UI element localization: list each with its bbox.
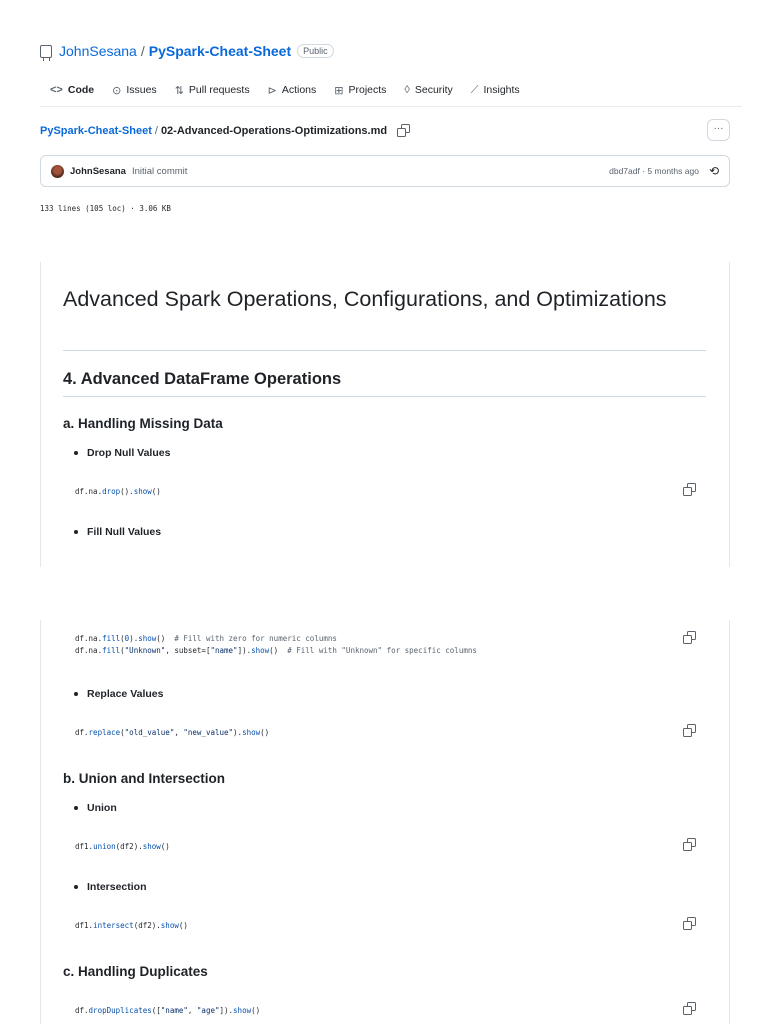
breadcrumb — [40, 124, 410, 137]
tab-projects[interactable] — [334, 84, 386, 97]
tab-security[interactable] — [404, 84, 452, 96]
graph-icon: ⟋ — [470, 83, 479, 96]
code-block-dedup: df.dropDuplicates(["name", "age"]).show() — [75, 1006, 261, 1015]
tab-label: Security — [414, 84, 453, 96]
repo-name-link[interactable]: PySpark-Cheat-Sheet — [148, 43, 292, 59]
copy-path-icon[interactable] — [397, 124, 410, 137]
code-icon: <> — [50, 84, 63, 96]
repo-owner-link[interactable]: JohnSesana — [59, 43, 137, 59]
issue-icon: ⊙ — [112, 84, 122, 97]
visibility-badge: Public — [297, 44, 334, 58]
copy-icon[interactable] — [683, 917, 696, 930]
code-block-union: df1.union(df2).show() — [75, 842, 170, 851]
tab-insights[interactable] — [471, 84, 520, 97]
code-block-replace: df.replace("old_value", "new_value").show() — [75, 728, 270, 737]
list-item: Replace Values — [74, 688, 163, 700]
code-block-drop: df.na.drop().show() — [75, 487, 161, 496]
commit-author-link[interactable]: JohnSesana — [70, 165, 126, 177]
latest-commit-bar — [40, 155, 730, 187]
breadcrumb-repo-link[interactable]: PySpark-Cheat-Sheet — [40, 124, 152, 137]
breadcrumb-file-name: 02-Advanced-Operations-Optimizations.md — [160, 124, 388, 137]
repo-icon — [40, 45, 52, 58]
tab-label: Pull requests — [188, 84, 250, 96]
commit-info — [609, 164, 719, 178]
tab-label: Insights — [483, 84, 520, 96]
tab-code[interactable] — [50, 84, 94, 96]
commit-sha-link[interactable]: dbd7adf — [609, 166, 640, 176]
list-item: Drop Null Values — [74, 447, 170, 459]
document-heading: Advanced Spark Operations, Configurations, and Optimizations — [63, 287, 667, 311]
pull-request-icon: ⇅ — [174, 84, 184, 97]
shield-icon: ◊ — [404, 84, 410, 96]
tab-label: Projects — [348, 84, 387, 96]
tab-label: Issues — [126, 84, 157, 96]
list-item: Union — [74, 802, 117, 814]
copy-icon[interactable] — [683, 724, 696, 737]
table-icon: ⊞ — [334, 84, 344, 97]
heading-divider — [63, 350, 706, 351]
repo-separator: / — [140, 43, 145, 59]
tab-pull-requests[interactable] — [175, 84, 250, 97]
file-stats: 133 lines (105 loc) · 3.06 KB — [40, 204, 171, 213]
subsection-heading-c: c. Handling Duplicates — [63, 964, 208, 979]
repo-tabs — [50, 80, 520, 100]
breadcrumb-separator: / — [154, 124, 158, 137]
repo-title — [40, 42, 334, 60]
tab-label: Code — [67, 84, 95, 96]
commit-age: · 5 months ago — [642, 166, 699, 176]
copy-icon[interactable] — [683, 838, 696, 851]
more-options-button[interactable]: ··· — [707, 119, 730, 141]
section-divider — [63, 396, 706, 397]
copy-icon[interactable] — [683, 631, 696, 644]
tabs-divider — [40, 106, 742, 107]
subsection-heading-a: a. Handling Missing Data — [63, 416, 223, 431]
history-icon[interactable]: ⟲ — [708, 164, 719, 178]
play-icon: ⊳ — [267, 84, 277, 97]
tab-label: Actions — [281, 84, 317, 96]
tab-actions[interactable] — [268, 84, 317, 97]
list-item: Fill Null Values — [74, 526, 161, 538]
copy-icon[interactable] — [683, 1002, 696, 1015]
code-block-intersect: df1.intersect(df2).show() — [75, 921, 188, 930]
list-item: Intersection — [74, 881, 147, 893]
code-block-fill: df.na.fill(0).show() # Fill with zero for numeric columns df.na.fill("Unknown", subset=["name"]).show() # Fill with "Unknown" for specific columns — [75, 634, 477, 655]
tab-issues[interactable] — [112, 84, 157, 97]
section-heading: 4. Advanced DataFrame Operations — [63, 370, 342, 388]
commit-message-link[interactable]: Initial commit — [131, 165, 188, 177]
subsection-heading-b: b. Union and Intersection — [63, 771, 226, 786]
avatar[interactable] — [51, 165, 64, 178]
copy-icon[interactable] — [683, 483, 696, 496]
